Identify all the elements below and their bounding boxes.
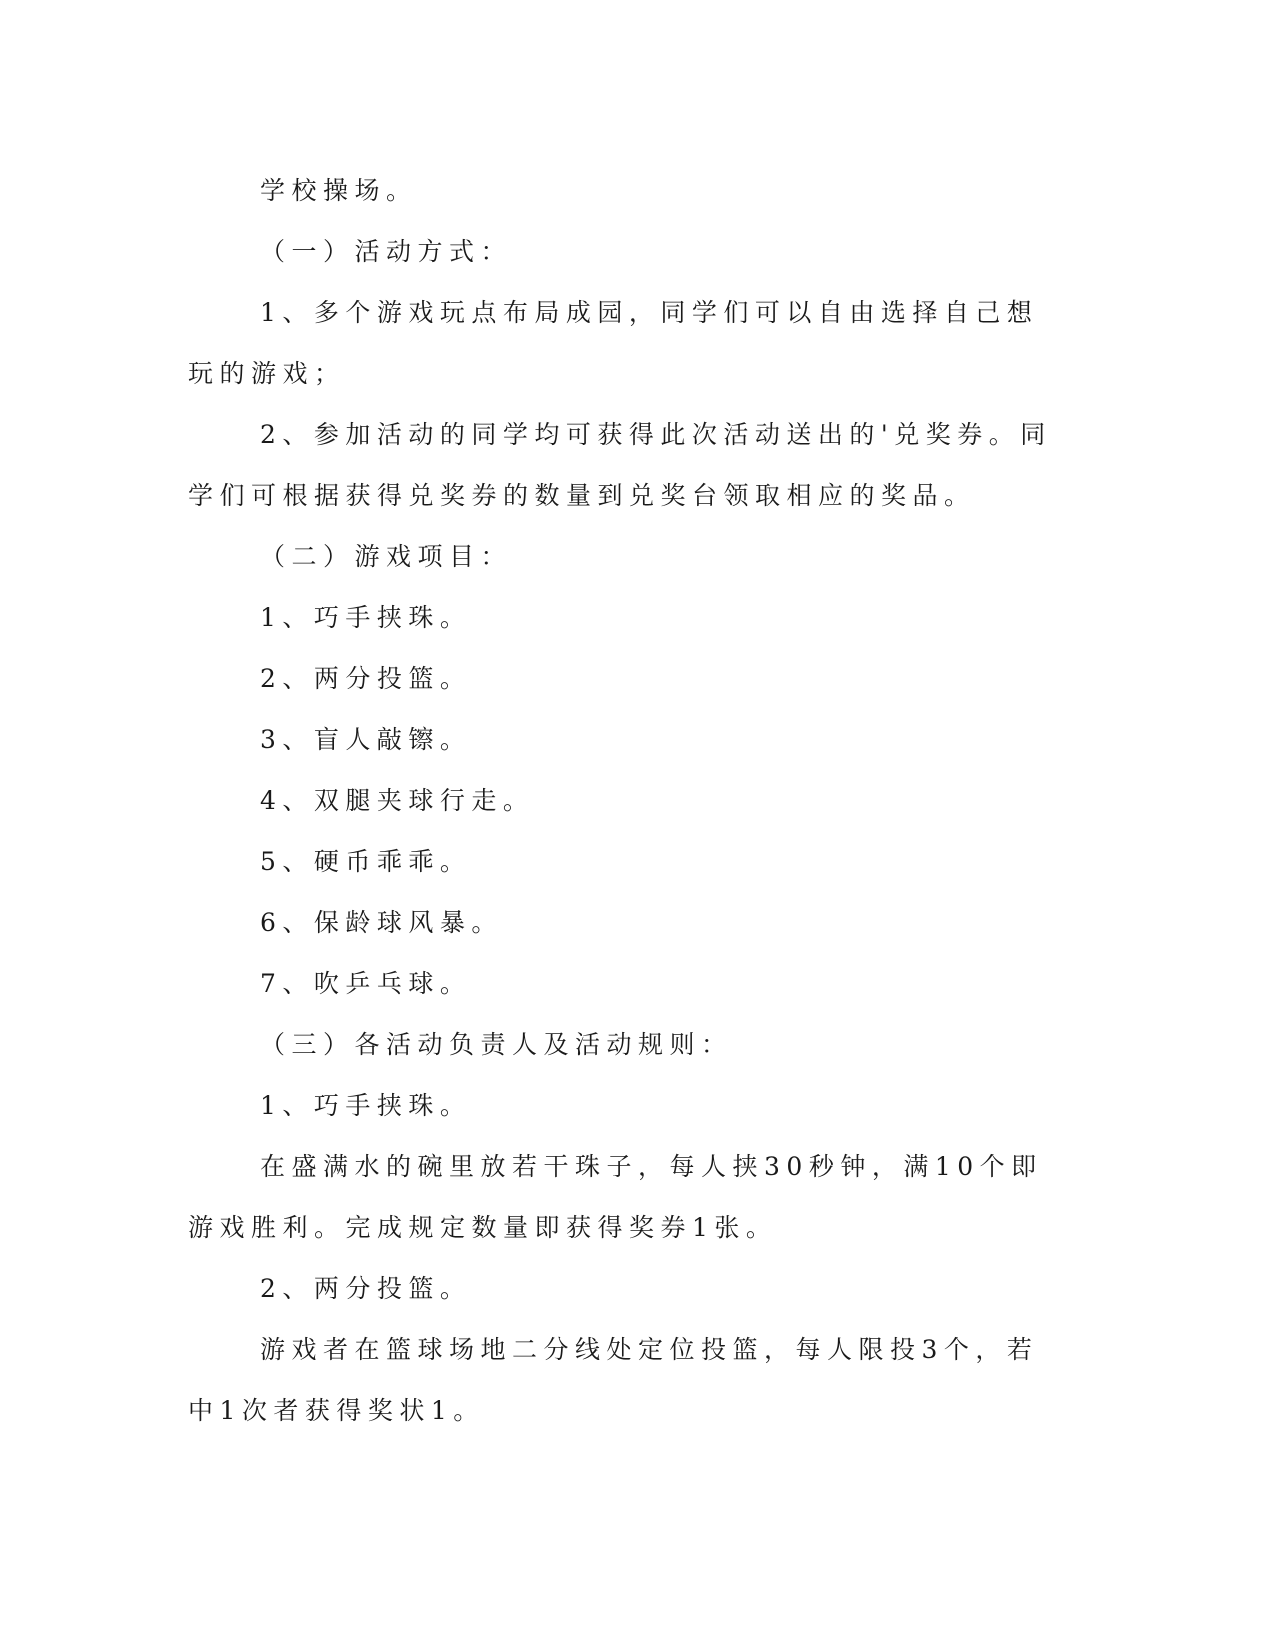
list-item-game-3: 3、盲人敲镲。	[260, 725, 472, 754]
paragraph-method-2: 2、参加活动的同学均可获得此次活动送出的'兑奖券。同学们可根据获得兑奖券的数量到兑奖台领取相应的奖品。	[188, 420, 1052, 510]
list-item-game-1: 1、巧手挟珠。	[260, 603, 472, 632]
list-item-game-5: 5、硬币乖乖。	[260, 847, 472, 876]
rule-title-2: 2、两分投篮。	[260, 1274, 472, 1303]
list-item-game-4: 4、双腿夹球行走。	[260, 786, 535, 815]
rule-text-2: 游戏者在篮球场地二分线处定位投篮，每人限投3个，若中1次者获得奖状1。	[188, 1335, 1039, 1425]
paragraph-location: 学校操场。	[260, 176, 418, 205]
heading-game-items: （二）游戏项目：	[260, 542, 513, 571]
list-item-game-6: 6、保龄球风暴。	[260, 908, 503, 937]
paragraph-method-1: 1、多个游戏玩点布局成园，同学们可以自由选择自己想玩的游戏；	[188, 298, 1039, 388]
heading-rules: （三）各活动负责人及活动规则：	[260, 1030, 733, 1059]
rule-text-1: 在盛满水的碗里放若干珠子，每人挟30秒钟，满10个即游戏胜利。完成规定数量即获得奖券1张。	[188, 1152, 1043, 1242]
list-item-game-2: 2、两分投篮。	[260, 664, 472, 693]
list-item-game-7: 7、吹乒乓球。	[260, 969, 472, 998]
document-body	[188, 160, 1068, 1441]
rule-title-1: 1、巧手挟珠。	[260, 1091, 472, 1120]
heading-activity-method: （一）活动方式：	[260, 237, 513, 266]
